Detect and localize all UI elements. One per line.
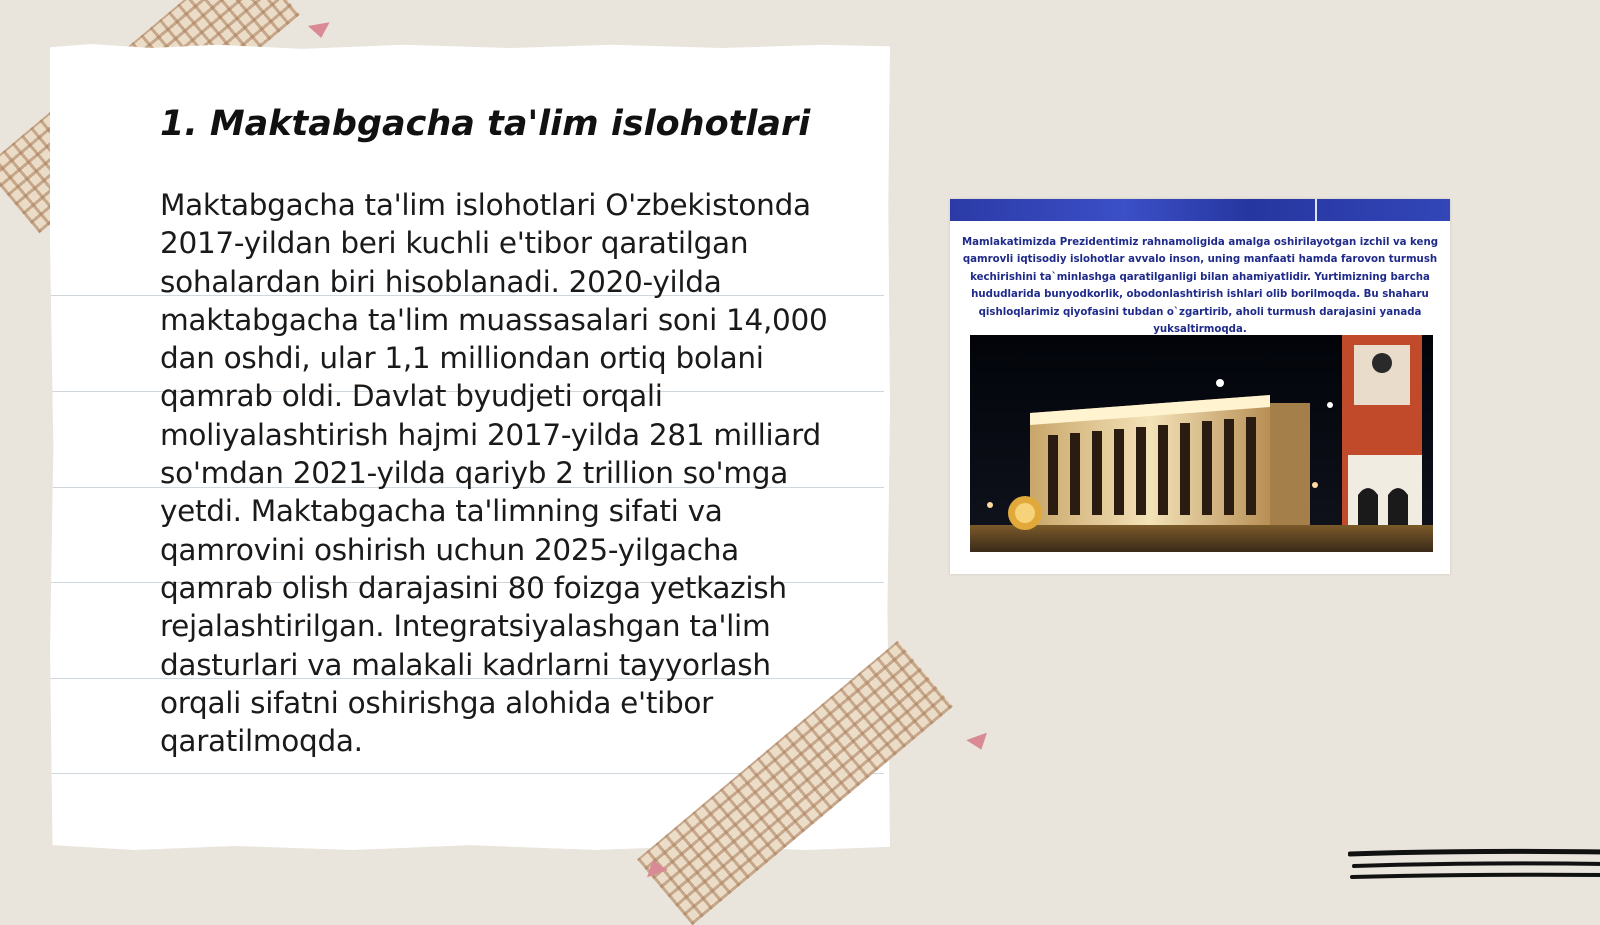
figure-banner [950, 199, 1450, 221]
slide-body-text: Maktabgacha ta'lim islohotlari O'zbekistonda 2017-yildan beri kuchli e'tibor qaratilgan sohalardan biri hisoblanadi. 2020-yilda maktabgacha ta'lim muassasalari soni 14,000 dan oshdi, ular 1,1 milliondan ortiq bolani qamrab oldi. Davlat byudjeti orqali moliyalashtirish hajmi 2017-yilda 281 milliard so'mdan 2021-yilda qariyb 2 trillion so'mga yetdi. Maktabgacha ta'limning sifati va qamrovini oshirish uchun 2025-yilgacha qamrab olish darajasini 80 foizga yetkazish rejalashtirilgan. Integratsiyalashgan ta'lim dasturlari va malakali kadrlarni tayyorlash orqali sifatni oshirishga alohida e'tibor qaratilmoqda. [160, 188, 828, 759]
building-photo-illustration [970, 335, 1433, 552]
tape-pin-icon [966, 733, 991, 754]
building-night-photo [970, 335, 1433, 552]
tape-pin-icon [308, 22, 332, 40]
slide-title: 1. Maktabgacha ta'lim islohotlari [160, 104, 811, 144]
decorative-scribble [1348, 848, 1600, 888]
slide-figure [950, 199, 1450, 574]
figure-caption: Mamlakatimizda Prezidentimiz rahnamoligida amalga oshirilayotgan izchil va keng qamrovli iqtisodiy islohotlar avvalo inson, uning manfaati hamda farovon turmush kechirishini ta`minlashga qaratilganligi bilan ahamiyatlidir. Yurtimizning barcha hududlarida bunyodkorlik, obodonlashtirish ishlari olib borilmoqda. Bu shaharu qishloqlarimiz qiyofasini tubdan o`zgartirib, aholi turmush darajasini yanada yuksaltirmoqda. [961, 237, 1439, 336]
